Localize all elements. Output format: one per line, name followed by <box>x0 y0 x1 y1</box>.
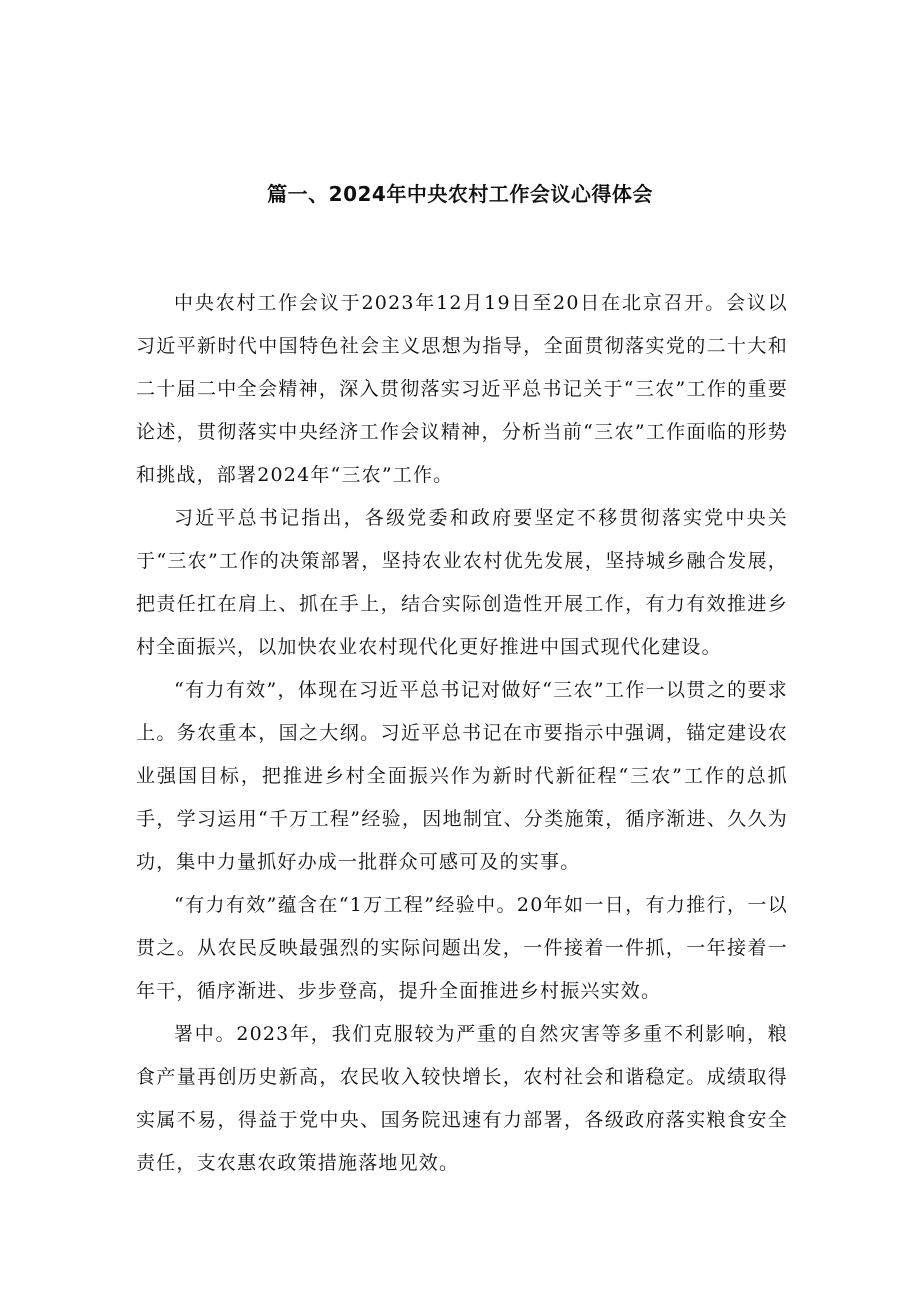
paragraph: “有力有效”蕴含在“1万工程”经验中。20年如一日，有力推行，一以贯之。从农民反映最强烈的实际问题出发，一件接着一件抓，一年接着一年干，循序渐进、步步登高，提升全面推进乡村振兴实效。 <box>136 894 788 1002</box>
paragraph: 署中。2023年，我们克服较为严重的自然灾害等多重不利影响，粮食产量再创历史新高，农民收入较快增长，农村社会和谐稳定。成绩取得实属不易，得益于党中央、国务院迅速有力部署，各级政府落实粮食安全责任，支农惠农政策措施落地见效。 <box>136 1023 788 1174</box>
paragraph: 中央农村工作会议于2023年12月19日至20日在北京召开。会议以习近平新时代中国特色社会主义思想为指导，全面贯彻落实党的二十大和二十届二中全会精神，深入贯彻落实习近平总书记关于“三农”工作的重要论述，贯彻落实中央经济工作会议精神，分析当前“三农”工作面临的形势和挑战，部署2024年“三农”工作。 <box>136 292 788 486</box>
paragraph: “有力有效”，体现在习近平总书记对做好“三农”工作一以贯之的要求上。务农重本，国之大纲。习近平总书记在市要指示中强调，锚定建设农业强国目标，把推进乡村全面振兴作为新时代新征程“三农”工作的总抓手，学习运用“千万工程”经验，因地制宜、分类施策，循序渐进、久久为功，集中力量抓好办成一批群众可感可及的实事。 <box>136 679 788 873</box>
document-title: 篇一、2024年中央农村工作会议心得体会 <box>267 182 653 206</box>
document-body <box>136 282 788 1185</box>
paragraph: 习近平总书记指出，各级党委和政府要坚定不移贯彻落实党中央关于“三农”工作的决策部署，坚持农业农村优先发展，坚持城乡融合发展，把责任扛在肩上、抓在手上，结合实际创造性开展工作，有力有效推进乡村全面振兴，以加快农业农村现代化更好推进中国式现代化建设。 <box>136 507 788 658</box>
